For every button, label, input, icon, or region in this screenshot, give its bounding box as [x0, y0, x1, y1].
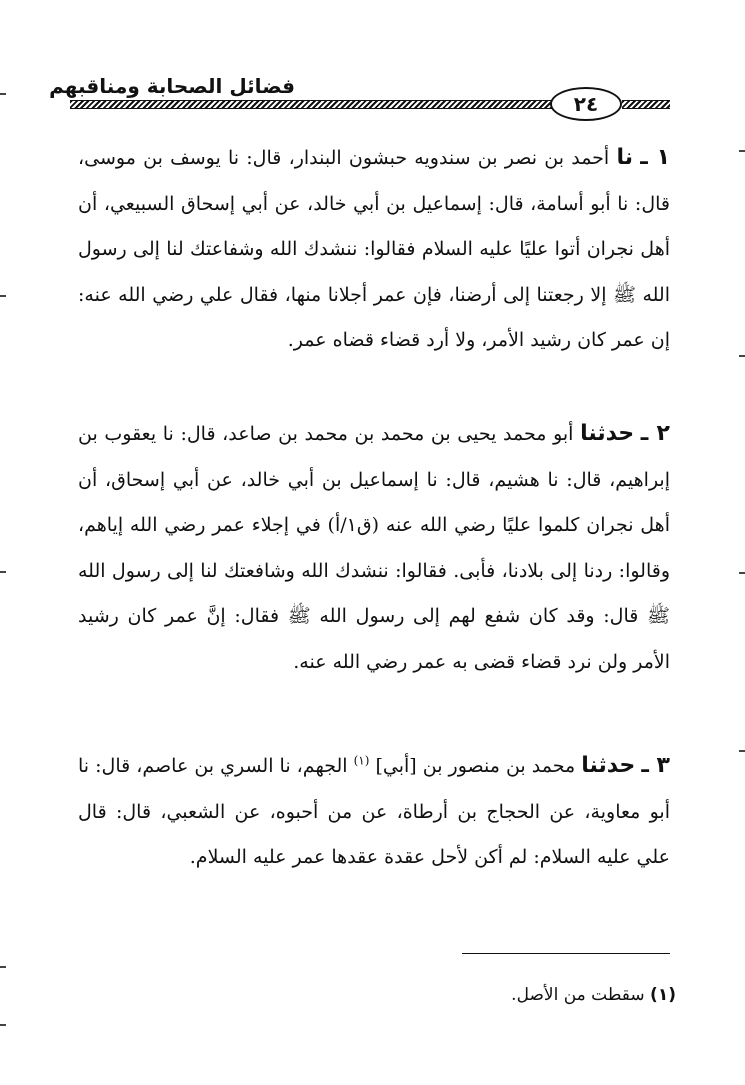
hadith-3	[78, 743, 670, 881]
header-rule	[622, 100, 670, 109]
page-number: ٢٤	[550, 87, 622, 121]
hadith-1	[78, 135, 670, 364]
margin-mark	[739, 572, 745, 574]
margin-mark	[739, 355, 745, 357]
footnote-marker: (١)	[650, 985, 676, 1005]
margin-mark	[739, 750, 745, 752]
footnote-text: سقطت من الأصل.	[511, 985, 645, 1005]
footnote-reference: (١)	[353, 753, 370, 768]
hadith-2	[78, 411, 670, 685]
hadith-number: ١ ـ	[640, 145, 671, 170]
hadith-number: ٣ ـ	[641, 753, 670, 778]
hadith-text: الجهم، نا السري بن عاصم، قال: نا أبو معاوية، عن الحجاج بن أرطاة، عن من أحبوه، عن الشعبي، قال: قال علي عليه السلام: لم أكن لأحل عقدة عقدها عمر عليه السلام.	[78, 755, 670, 868]
margin-mark	[0, 571, 6, 573]
footnote	[300, 981, 676, 1009]
hadith-number: ٢ ـ	[640, 421, 670, 446]
footnote-divider	[462, 953, 670, 954]
hadith-lead: حدثنا	[580, 421, 635, 446]
running-title: فضائل الصحابة ومناقبهم	[49, 74, 295, 98]
margin-mark	[0, 1024, 6, 1026]
margin-mark	[739, 150, 745, 152]
hadith-text: محمد بن منصور بن [أبي]	[375, 755, 576, 777]
hadith-lead: نا	[616, 145, 633, 170]
margin-mark	[0, 966, 6, 968]
hadith-text: أبو محمد يحيى بن محمد بن محمد بن صاعد، قال: نا يعقوب بن إبراهيم، قال: نا هشيم، قال: نا إسماعيل بن أبي خالد، عن أبي إسحاق، أن أهل نجران كلموا عليًا رضي الله عنه (ق١/أ) في إجلاء عمر رضي الله إياهم، وقالوا: ردنا إلى بلادنا، فأبى. فقالوا: ننشدك الله وشافعتك لنا إلى رسول الله ﷺ قال: وقد كان شفع لهم إلى رسول الله ﷺ فقال: إنَّ عمر كان رشيد الأمر ولن نرد قضاء قضى به عمر رضي الله عنه.	[78, 423, 670, 673]
margin-mark	[0, 295, 6, 297]
margin-mark	[0, 93, 6, 95]
hadith-text: أحمد بن نصر بن سندويه حبشون البندار، قال: نا يوسف بن موسى، قال: نا أبو أسامة، قال: إسماعيل بن أبي خالد، عن أبي إسحاق السبيعي، أن أهل نجران أتوا عليًا عليه السلام فقالوا: ننشدك الله وشفاعتك لنا إلى رسول الله ﷺ إلا رجعتنا إلى أرضنا، فإن عمر أجلانا منها، فقال علي رضي الله عنه: إن عمر كان رشيد الأمر، ولا أرد قضاء قضاه عمر.	[78, 147, 670, 351]
hadith-lead: حدثنا	[581, 753, 636, 778]
header-rule	[70, 100, 552, 109]
